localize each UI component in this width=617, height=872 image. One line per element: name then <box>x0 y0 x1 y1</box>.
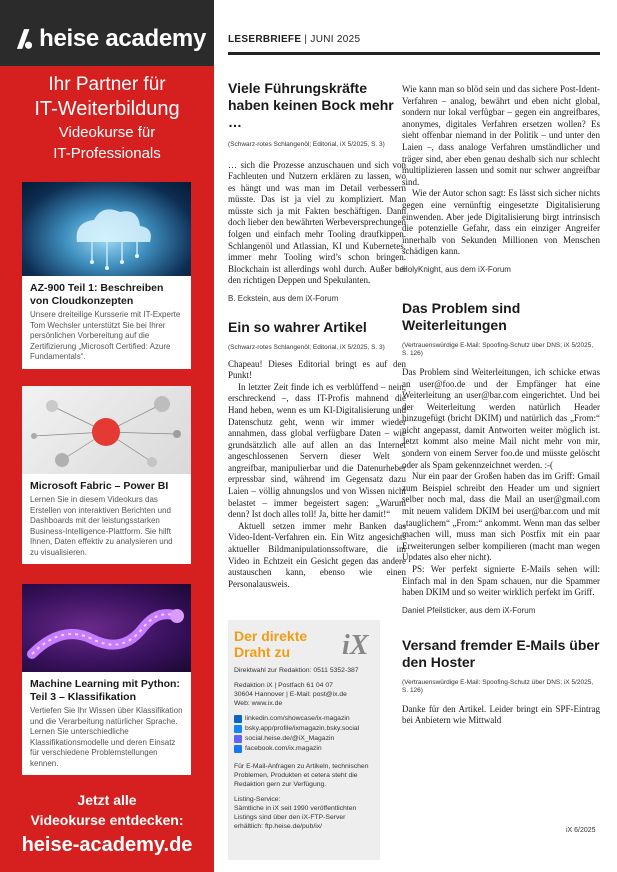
letter-body: Wie kann man so blöd sein und das sichere Post-Ident-Verfahren – analog, bewährt und eben nicht global, sondern nur lokal verfügbar – gegen ein angreifbares, anonymes, digitales Verfahren ersetzen wollen? Es sieht offenbar niemand in der Politik – und unter den Laien –, dass analoge Verfahren umständlicher und träger sind, aber eben genau deshalb sich nur schlecht multiplizieren lassen und somit nur schwer angreifbar sind. <box>402 84 600 187</box>
letter-title: Das Problem sind Weiterleitungen <box>402 299 521 333</box>
course-description: Vertiefen Sie Ihr Wissen über Klassifikation und die Verarbeitung natürlicher Sprache. Lernen Sie unterschiedliche Klassifikationsmodelle und deren Einsatz für verschiedene Problemstellungen kennen. <box>30 706 183 768</box>
letter-body: Wie der Autor schon sagt: Es lässt sich sicher nichts gegen eine vernünftig eingesetzte Digitalisierung einwenden. Aber jede Digitalisierung birgt intrinsisch die potenzielle Gefahr, dass ein einziger Angreifer innerhalb von Sekunden Millionen von Menschen schädigen kann. <box>402 188 600 257</box>
contact-info: Für E-Mail-Anfragen zu Artikeln, technischen Problemen, Produkten et cetera steht die Redaktion gern zur Verfügung. <box>234 763 369 788</box>
social-link-bluesky[interactable] <box>234 724 374 734</box>
network-image <box>22 386 191 474</box>
ix-logo-text: iX <box>342 630 369 658</box>
ix-logo-icon <box>340 628 372 658</box>
letter-so-wahrer-artikel <box>228 319 406 590</box>
contact-web[interactable]: Web: www.ix.de <box>234 700 283 707</box>
letter-weiterleitungen <box>402 300 600 615</box>
linkedin-icon <box>234 715 242 723</box>
listing-info: Sämtliche in iX seit 1990 veröffentlichten Listings sind über den iX-FTP-Server erhältlich: ftp.heise.de/pub/ix/ <box>234 805 357 830</box>
social-label: social.heise.de/@iX_Magazin <box>245 735 335 742</box>
cloud-image <box>22 182 191 276</box>
header-rule <box>228 52 600 55</box>
course-title: Microsoft Fabric – Power BI <box>30 480 169 492</box>
network-icon <box>22 386 191 474</box>
ad-headline-line4: IT-Professionals <box>53 145 161 162</box>
mastodon-icon <box>234 735 242 743</box>
snake-icon <box>22 584 191 672</box>
column-left <box>228 80 406 590</box>
contact-address2: 30604 Hannover | E-Mail: post@ix.de <box>234 691 347 698</box>
course-title: AZ-900 Teil 1: Beschreiben von Cloudkonzepten <box>30 282 164 307</box>
bluesky-icon <box>234 725 242 733</box>
letter-body: Aktuell setzen immer mehr Banken das Video-Ident-Verfahren ein. Ein Witz angesichts aktueller Bildmanipulationssoftware, die im Video in Echtzeit ein Gesicht gegen das andere austauschen kann, ebenso wie einen Personalausweis. <box>228 520 406 589</box>
letter-body: Das Problem sind Weiterleitungen, ich schicke etwas an user@foo.de und der Empfänger hat eine Weiterleitung an user@bar.com eingerichtet. Und bei der Weiterleitung werden natürlich Header hinzugefügt (bricht DKIM) und natürlich das „From:“ nicht angepasst, damit Antworten weiter möglich ist. Jetzt kommt also meine Mail nicht mehr von mir, sondern von einem Server foo.de und müsste gelöscht oder als Spam gekennzeichnet werden. :-( <box>402 366 600 470</box>
header-separator: | <box>304 34 311 45</box>
social-link-facebook[interactable] <box>234 744 374 754</box>
social-label: facebook.com/ix.magazin <box>245 745 322 752</box>
social-label: bsky.app/profile/ixmagazin.bsky.social <box>245 725 360 732</box>
section-name: LESERBRIEFE <box>228 34 302 45</box>
ad-headline-line2: IT-Weiterbildung <box>34 98 180 120</box>
social-label: linkedin.com/showcase/ix-magazin <box>245 715 350 722</box>
letter-title: Viele Führungskräfte haben keinen Bock mehr … <box>228 80 394 130</box>
letter-title: Ein so wahrer Artikel <box>228 319 367 336</box>
letter-body: Nur ein paar der Großen haben das im Griff: Gmail zum Beispiel schreibt den Header um und signiert selber noch mal, dass die Mail an user@gmail.com mit neuem validem DKIM bei user@bar.com und mit „tauglichem“ „From:“ ankommt. Wenn man das selber machen will, muss man sich Postfix mit ein paar Erweiterungen selber kompilieren (macht man wegen Updates also eher nicht). <box>402 471 600 563</box>
letter-source: (Vertrauenswürdige E-Mail: Spoofing-Schutz über DNS; iX 5/2025, S. 126) <box>402 678 594 695</box>
course-card-ml-python[interactable] <box>22 584 191 775</box>
course-description: Lernen Sie in diesem Videokurs das Erstellen von interaktiven Berichten und Dashboards mit der leistungsstarken Business-Intelligence-Plattform. Sie hilft Ihnen, Daten effektiv zu analysieren und zu visualisieren. <box>30 495 173 557</box>
cta-line1: Jetzt alle <box>77 792 137 808</box>
letter-source: (Vertrauenswürdige E-Mail: Spoofing-Schutz über DNS; iX 5/2025, S. 126) <box>402 341 594 358</box>
letter-fuehrungskraefte <box>228 80 406 303</box>
letter-source: (Schwarz-rotes Schlangenöl; Editorial, iX 5/2025, S. 3) <box>228 141 385 148</box>
contact-title-line2: Draht zu <box>234 644 290 660</box>
brand-name: heise academy <box>39 25 206 52</box>
letter-versand-fremder-emails <box>402 637 600 727</box>
letter-signature: Daniel Pfeilsticker, aus dem iX-Forum <box>402 605 536 615</box>
course-description: Unsere dreiteilige Kursserie mit IT-Experte Tom Wechsler unterstützt Sie bei Ihrer persönlichen Vorbereitung auf die Zertifizierung „Microsoft Certified: Azure Fundamentals“. <box>30 310 181 361</box>
social-link-mastodon[interactable] <box>234 734 374 744</box>
letter-signature: B. Eckstein, aus dem iX-Forum <box>228 294 339 304</box>
ad-call-to-action[interactable] <box>0 790 214 858</box>
social-links <box>234 714 374 754</box>
cta-url[interactable]: heise-academy.de <box>21 834 193 856</box>
contact-phone: Direktwahl zur Redaktion: 0511 5352-387 <box>234 667 359 674</box>
cta-line2: Videokurse entdecken: <box>30 812 184 828</box>
column-right <box>402 84 600 727</box>
letter-body: PS: Wer perfekt signierte E-Mails sehen will: Einfach mal in den Spam schauen, nur die Spammer haben DKIM und so weiter wirklich perfekt im Griff. <box>402 564 600 598</box>
python-image <box>22 584 191 672</box>
listing-title: Listing-Service: <box>234 796 281 803</box>
letter-body: In letzter Zeit finde ich es verblüffend – nein, erschreckend –, dass IT-Profis mahnend die Hand heben, wenn es um KI-Digitalisierung und Datenschutz geht, wenn wir immer wieder annahmen, dass global verfügbare Daten – wie grundsätzlich alle auf allen an das Internet angeschlossenen Servern dieser Welt – angreifbar, manipulierbar und die Datenurheber erpressbar sind, während im Gegensatz dazu Laien – völlig ahnungslos und von Wissen nicht belastet – immer begeistert sagen: „Warum denn? Ist doch alles toll! Ja, bitte her damit!“ <box>228 381 406 520</box>
letter-source: (Schwarz-rotes Schlangenöl; Editorial, iX 5/2025, S. 3) <box>228 344 385 352</box>
contact-address1: Redaktion iX | Postfach 61 04 07 <box>234 682 333 689</box>
ad-headline-line1: Ihr Partner für <box>48 74 166 95</box>
section-header <box>228 34 360 45</box>
contact-box <box>228 620 380 860</box>
advertisement <box>0 0 214 872</box>
page-number: iX 6/2025 <box>566 827 596 834</box>
heise-logo-icon <box>16 27 32 51</box>
social-link-linkedin[interactable] <box>234 714 374 724</box>
letter-body: … sich die Prozesse anzuschauen und sich von Fachleuten und Nutzern erklären zu lassen, wo es hängt und was man im Detail verbessern müsste. Das ist ja viel zu kompliziert. Man müsste sich ja mit Fakten beschäftigen. Dann doch lieber den bewährten Werbeversprechungen folgen und einfach mehr Tooling draufkippen. Schlangenöl und Atlassian, KI und Kubernetes, immer mehr Tooling wird’s schon bringen. Blockchain ist allerdings wohl durch. Außer bei den richtigen Deppen und Spekulanten. <box>228 159 406 286</box>
letter-signature: HolyKnight, aus dem iX-Forum <box>402 264 511 274</box>
letter-title: Versand fremder E-Mails über den Hoster <box>402 636 600 670</box>
course-card-azure[interactable] <box>22 182 191 369</box>
ad-headline <box>0 72 214 164</box>
letter-body: Chapeau! Dieses Editorial bringt es auf den Punkt! <box>228 358 406 381</box>
cloud-icon <box>22 182 191 276</box>
course-card-fabric[interactable] <box>22 386 191 564</box>
ad-headline-line3: Videokurse für <box>58 124 156 141</box>
letter-body: Danke für den Artikel. Leider bringt ein SPF-Eintrag bei Anbietern wie Mittwald <box>402 703 600 726</box>
facebook-icon <box>234 745 242 753</box>
course-title: Machine Learning mit Python: Teil 3 – Klassifikation <box>30 678 180 703</box>
issue-date: JUNI 2025 <box>310 34 361 45</box>
contact-title-line1: Der direkte <box>234 628 308 644</box>
heise-academy-logo[interactable] <box>16 22 206 56</box>
